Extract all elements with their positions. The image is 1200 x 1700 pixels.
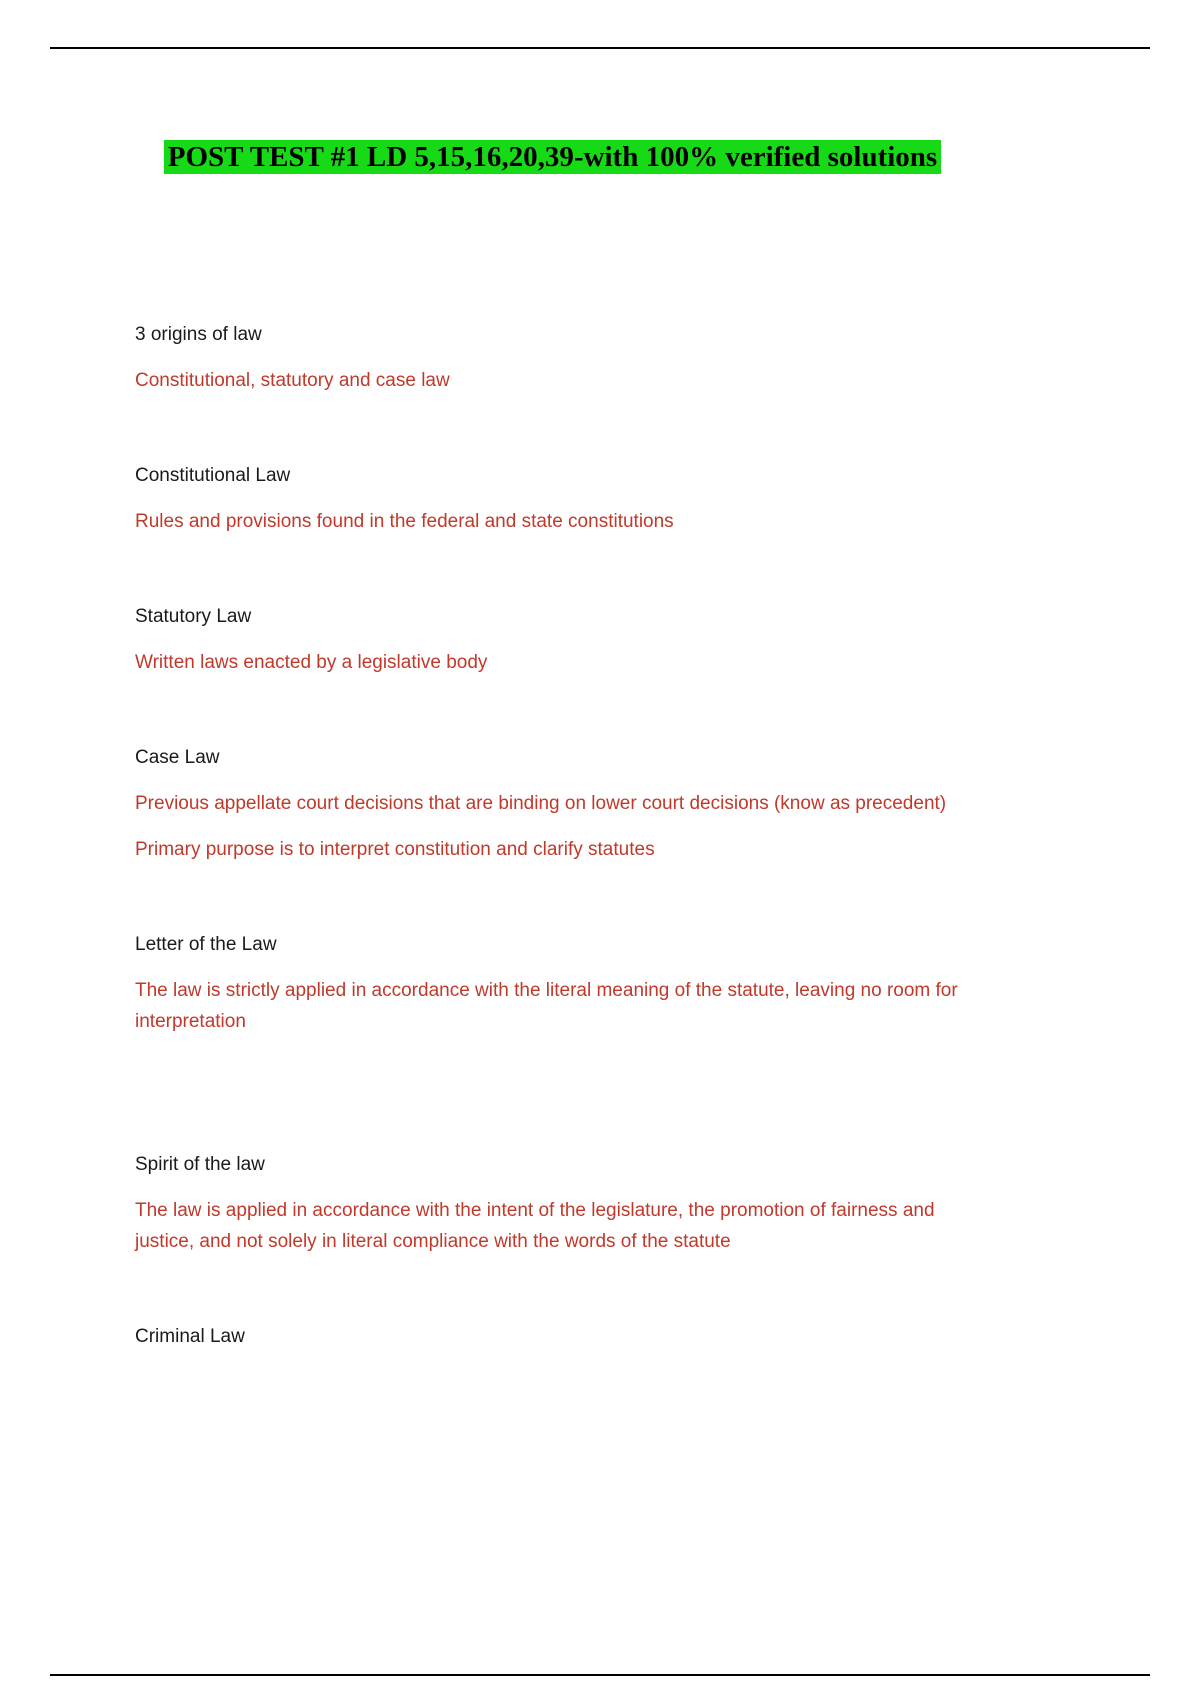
qa-item [135,742,970,865]
answer-block [135,365,970,396]
answer-block [135,1195,970,1257]
answer-block [135,647,970,678]
document-content [135,0,970,1367]
answer-block [135,506,970,537]
qa-item [135,601,970,678]
question-text: Statutory Law [135,606,252,627]
answer-text: Written laws enacted by a legislative body [135,652,488,673]
title-highlight: POST TEST #1 LD 5,15,16,20,39-with 100% verified solutions [164,140,941,174]
answer-text: Previous appellate court decisions that are binding on lower court decisions (know as precedent) [135,793,947,814]
qa-item [135,929,970,1037]
question-text: Constitutional Law [135,465,291,486]
qa-item [135,319,970,396]
answer-text: The law is strictly applied in accordance with the literal meaning of the statute, leaving no room for interpretation [135,980,958,1032]
question-text: Letter of the Law [135,934,277,955]
qa-item [135,1149,970,1257]
answer-text: Rules and provisions found in the federal and state constitutions [135,511,674,532]
answer-block [135,975,970,1037]
answer-text: The law is applied in accordance with the intent of the legislature, the promotion of fairness and justice, and not solely in literal compliance with the words of the statute [135,1200,935,1252]
qa-item [135,460,970,537]
answer-text: Constitutional, statutory and case law [135,370,450,391]
bottom-divider [50,1674,1150,1676]
question-text: Criminal Law [135,1326,245,1347]
question-text: Spirit of the law [135,1154,265,1175]
answer-block [135,788,970,865]
document-title [135,138,970,176]
question-text: 3 origins of law [135,324,262,345]
answer-text: Primary purpose is to interpret constitution and clarify statutes [135,839,655,860]
question-text: Case Law [135,747,220,768]
qa-item [135,1321,970,1352]
